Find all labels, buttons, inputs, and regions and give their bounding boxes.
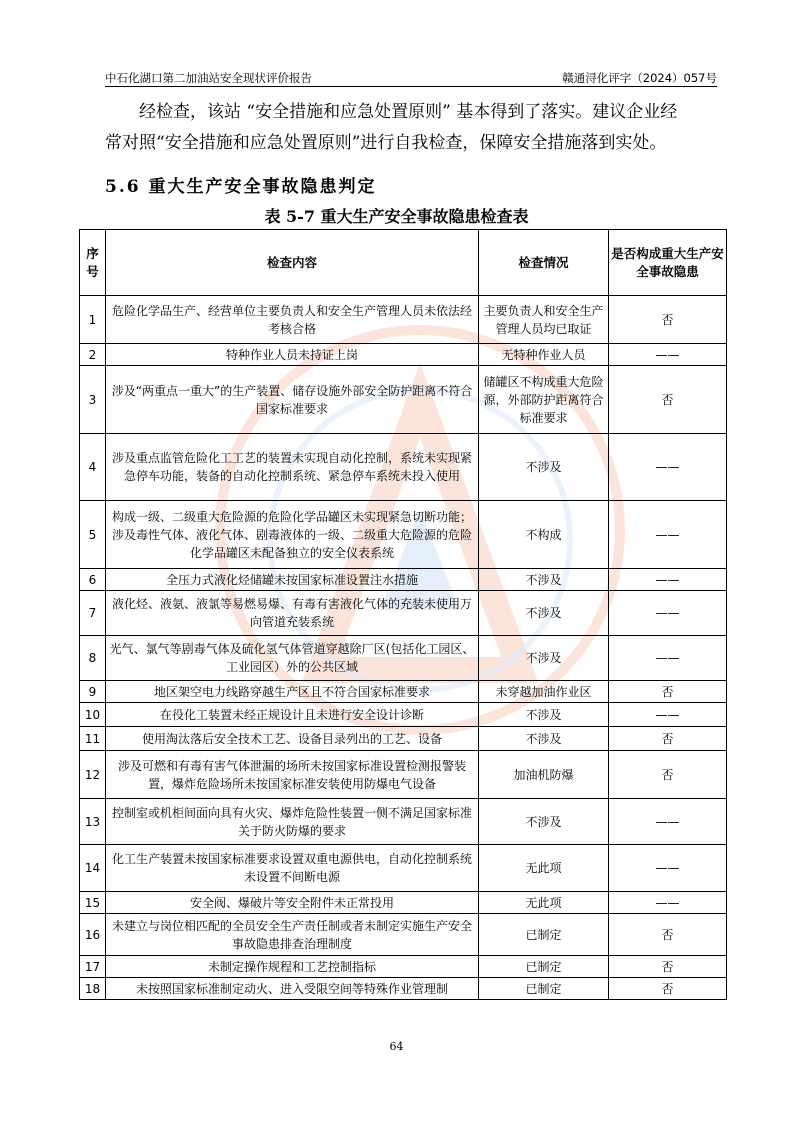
table-row bbox=[80, 799, 727, 845]
table-row bbox=[80, 296, 727, 344]
cell-no: 16 bbox=[80, 914, 106, 956]
cell-status: 不涉及 bbox=[479, 434, 609, 501]
cell-no: 2 bbox=[80, 344, 106, 366]
cell-hazard: —— bbox=[609, 344, 727, 366]
cell-hazard: 否 bbox=[609, 956, 727, 978]
cell-no: 14 bbox=[80, 845, 106, 892]
table-row bbox=[80, 681, 727, 703]
cell-hazard: —— bbox=[609, 591, 727, 636]
header-report-title: 中石化湖口第二加油站安全现状评价报告 bbox=[105, 71, 312, 85]
table-row bbox=[80, 366, 727, 434]
cell-no: 7 bbox=[80, 591, 106, 636]
cell-content: 化工生产装置未按国家标准要求设置双重电源供电，自动化控制系统未设置不间断电源 bbox=[106, 845, 479, 892]
intro-line-1: 经检查，该站 “安全措施和应急处置原则” 基本得到了落实。建议企业经 bbox=[139, 102, 678, 122]
header-status: 检查情况 bbox=[479, 230, 609, 296]
table-row bbox=[80, 892, 727, 914]
cell-status: 无此项 bbox=[479, 892, 609, 914]
cell-status: 不涉及 bbox=[479, 636, 609, 681]
page-header bbox=[105, 68, 717, 87]
cell-content: 未建立与岗位相匹配的全员安全生产责任制或者未制定实施生产安全事故隐患排查治理制度 bbox=[106, 914, 479, 956]
table-row bbox=[80, 914, 727, 956]
header-content: 检查内容 bbox=[106, 230, 479, 296]
cell-hazard: —— bbox=[609, 434, 727, 501]
table-row bbox=[80, 501, 727, 569]
table-header-row bbox=[80, 230, 727, 296]
cell-hazard: 否 bbox=[609, 751, 727, 799]
cell-hazard: —— bbox=[609, 501, 727, 569]
table-row bbox=[80, 751, 727, 799]
cell-content: 控制室或机柜间面向具有火灾、爆炸危险性装置一侧不满足国家标准关于防火防爆的要求 bbox=[106, 799, 479, 845]
cell-content: 光气、氯气等剧毒气体及硫化氢气体管道穿越除厂区(包括化工园区、工业园区）外的公共区域 bbox=[106, 636, 479, 681]
cell-content: 涉及“两重点一重大”的生产装置、储存设施外部安全防护距离不符合国家标准要求 bbox=[106, 366, 479, 434]
cell-content: 构成一级、二级重大危险源的危险化学品罐区未实现紧急切断功能；涉及毒性气体、液化气体、剧毒液体的一级、二级重大危险源的危险化学品罐区未配备独立的安全仪表系统 bbox=[106, 501, 479, 569]
cell-hazard: —— bbox=[609, 892, 727, 914]
cell-hazard: —— bbox=[609, 799, 727, 845]
cell-content: 液化烃、液氨、液氯等易燃易爆、有毒有害液化气体的充装未使用万向管道充装系统 bbox=[106, 591, 479, 636]
table-row bbox=[80, 434, 727, 501]
table-row bbox=[80, 703, 727, 727]
cell-no: 9 bbox=[80, 681, 106, 703]
table-row bbox=[80, 636, 727, 681]
cell-no: 12 bbox=[80, 751, 106, 799]
cell-content: 未按照国家标准制定动火、进入受限空间等特殊作业管理制 bbox=[106, 978, 479, 1000]
table-row bbox=[80, 956, 727, 978]
cell-no: 5 bbox=[80, 501, 106, 569]
cell-content: 安全阀、爆破片等安全附件未正常投用 bbox=[106, 892, 479, 914]
cell-status: 已制定 bbox=[479, 978, 609, 1000]
cell-status: 不涉及 bbox=[479, 569, 609, 591]
cell-status: 不涉及 bbox=[479, 727, 609, 751]
cell-hazard: 否 bbox=[609, 727, 727, 751]
cell-content: 涉及可燃和有毒有害气体泄漏的场所未按国家标准设置检测报警装置，爆炸危险场所未按国家标准安装使用防爆电气设备 bbox=[106, 751, 479, 799]
table-row bbox=[80, 591, 727, 636]
cell-hazard: —— bbox=[609, 636, 727, 681]
table-row bbox=[80, 727, 727, 751]
cell-no: 8 bbox=[80, 636, 106, 681]
cell-no: 10 bbox=[80, 703, 106, 727]
table-row bbox=[80, 344, 727, 366]
header-no: 序号 bbox=[80, 230, 106, 296]
cell-content: 地区架空电力线路穿越生产区且不符合国家标准要求 bbox=[106, 681, 479, 703]
table-row bbox=[80, 845, 727, 892]
page-number: 64 bbox=[389, 1040, 404, 1053]
cell-no: 17 bbox=[80, 956, 106, 978]
cell-status: 不涉及 bbox=[479, 591, 609, 636]
hazard-check-table bbox=[79, 229, 727, 1000]
cell-hazard: 否 bbox=[609, 366, 727, 434]
cell-no: 4 bbox=[80, 434, 106, 501]
cell-hazard: 否 bbox=[609, 978, 727, 1000]
cell-content: 涉及重点监管危险化工工艺的装置未实现自动化控制，系统未实现紧急停车功能，装备的自动化控制系统、紧急停车系统未投入使用 bbox=[106, 434, 479, 501]
cell-content: 未制定操作规程和工艺控制指标 bbox=[106, 956, 479, 978]
table-row bbox=[80, 569, 727, 591]
cell-content: 在役化工装置未经正规设计且未进行安全设计诊断 bbox=[106, 703, 479, 727]
section-title: 5.6 重大生产安全事故隐患判定 bbox=[105, 177, 377, 197]
cell-status: 无此项 bbox=[479, 845, 609, 892]
cell-status: 已制定 bbox=[479, 914, 609, 956]
header-hazard: 是否构成重大生产安全事故隐患 bbox=[609, 230, 727, 296]
cell-no: 6 bbox=[80, 569, 106, 591]
cell-no: 3 bbox=[80, 366, 106, 434]
cell-status: 加油机防爆 bbox=[479, 751, 609, 799]
cell-no: 15 bbox=[80, 892, 106, 914]
header-report-code: 赣通浔化评字（2024）057号 bbox=[562, 71, 717, 85]
cell-status: 主要负责人和安全生产管理人员均已取证 bbox=[479, 296, 609, 344]
cell-no: 11 bbox=[80, 727, 106, 751]
cell-status: 不涉及 bbox=[479, 703, 609, 727]
intro-line-2: 常对照“安全措施和应急处置原则”进行自我检查，保障安全措施落到实处。 bbox=[105, 133, 667, 153]
table-row bbox=[80, 978, 727, 1000]
cell-hazard: 否 bbox=[609, 296, 727, 344]
cell-content: 特种作业人员未持证上岗 bbox=[106, 344, 479, 366]
cell-status: 不构成 bbox=[479, 501, 609, 569]
cell-hazard: —— bbox=[609, 569, 727, 591]
cell-status: 已制定 bbox=[479, 956, 609, 978]
table-caption: 表 5-7 重大生产安全事故隐患检查表 bbox=[264, 207, 529, 226]
cell-hazard: 否 bbox=[609, 914, 727, 956]
cell-content: 全压力式液化烃储罐未按国家标准设置注水措施 bbox=[106, 569, 479, 591]
cell-status: 不涉及 bbox=[479, 799, 609, 845]
cell-hazard: —— bbox=[609, 703, 727, 727]
cell-content: 危险化学品生产、经营单位主要负责人和安全生产管理人员未依法经考核合格 bbox=[106, 296, 479, 344]
cell-status: 未穿越加油作业区 bbox=[479, 681, 609, 703]
cell-no: 13 bbox=[80, 799, 106, 845]
cell-no: 18 bbox=[80, 978, 106, 1000]
cell-content: 使用淘汰落后安全技术工艺、设备目录列出的工艺、设备 bbox=[106, 727, 479, 751]
cell-hazard: 否 bbox=[609, 681, 727, 703]
cell-no: 1 bbox=[80, 296, 106, 344]
cell-hazard: —— bbox=[609, 845, 727, 892]
cell-status: 储罐区不构成重大危险源，外部防护距离符合标准要求 bbox=[479, 366, 609, 434]
cell-status: 无特种作业人员 bbox=[479, 344, 609, 366]
